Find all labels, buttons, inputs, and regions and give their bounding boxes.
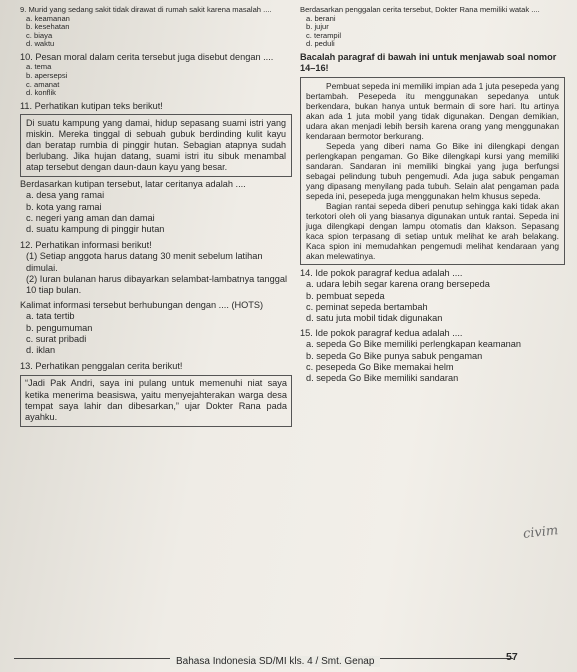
option: b. kesehatan <box>26 22 70 32</box>
question-14-options <box>306 279 565 325</box>
option: b. jujur <box>306 22 329 32</box>
option: b. sepeda Go Bike punya sabuk pengaman <box>306 350 483 361</box>
question-11-passage: Di suatu kampung yang damai, hidup sepasang suami istri yang miskin. Mereka tinggal di sebuah gubuk berdinding kulit kayu dan beratap rumbia di pinggir hutan. Sebagian atapnya sudah berlubang. Jika hujan datang, suami istri itu sibuk menambal atap tersebut dengan daun-daun kayu yang besar. <box>20 114 292 177</box>
handwritten-note: civim <box>522 523 559 542</box>
question-13: 13. Perhatikan penggalan cerita berikut! <box>20 360 183 371</box>
question-9: 9. Murid yang sedang sakit tidak dirawat di rumah sakit karena masalah .... <box>20 5 272 14</box>
option: a. tema <box>26 62 52 72</box>
info-item: (1) Setiap anggota harus datang 30 menit sebelum latihan dimulai. <box>26 251 263 273</box>
reading-instruction: Bacalah paragraf di bawah ini untuk menjawab soal nomor 14–16! <box>300 51 557 74</box>
paragraph-3: Bagian rantai sepeda diberi penutup sehingga kaki tidak akan terkotori oleh oli yang biasanya digunakan untuk rantai. Sepeda ini juga dilengkapi dengan lampu otomatis dan klakson. Sepasang kaca spion terpasang di setiap untuk melihat ke arah belakang. Kaca spion ini memudahkan pengemudi melihat kendaraan yang akan melewatinya. <box>306 200 559 261</box>
question-11-prompt: Berdasarkan kutipan tersebut, latar ceritanya adalah .... <box>20 178 246 189</box>
option: d. peduli <box>306 39 335 49</box>
question-12-items <box>26 251 292 297</box>
question-11-options <box>26 190 292 236</box>
page-footer <box>0 650 577 672</box>
option: c. peminat sepeda bertambah <box>306 302 428 312</box>
option: d. waktu <box>26 39 55 49</box>
option: b. kota yang ramai <box>26 201 102 212</box>
option: c. surat pribadi <box>26 333 87 344</box>
option: a. sepeda Go Bike memiliki perlengkapan keamanan <box>306 339 522 350</box>
option: b. pembuat sepeda <box>306 290 385 301</box>
question-12-prompt: Kalimat informasi tersebut berhubungan dengan .... (HOTS) <box>20 299 264 310</box>
right-column <box>300 6 565 385</box>
option: a. tata tertib <box>26 311 75 322</box>
option: c. biaya <box>26 30 53 40</box>
paragraph-2: Sepeda yang diberi nama Go Bike ini dilengkapi dengan perlengkapan pengaman. Go Bike dilengkapi kursi yang memiliki sandaran. Sandaran ini memiliki bingkai yang juga berfungsi sebagai pelindung tubuh pengemudi. Ada juga sabuk pengaman yang dipasang menyilang pada tubuh. Selain alat pengaman pada sepeda ini, pesepeda juga menggunakan helm khusus sepeda. <box>306 140 559 201</box>
question-11: 11. Perhatikan kutipan teks berikut! <box>20 100 163 111</box>
question-13-passage: “Jadi Pak Andri, saya ini pulang untuk memenuhi niat saya ketika menerima beasiswa, yaitu menyejahterakan warga desa tempat saya lahir dan dibesarkan,” ujar Dokter Rana pada ayahku. <box>20 375 292 427</box>
left-column <box>20 6 292 430</box>
option: c. negeri yang aman dan damai <box>26 212 155 223</box>
option: d. suatu kampung di pinggir hutan <box>26 224 165 235</box>
option: a. udara lebih segar karena orang bersepeda <box>306 279 490 290</box>
page-number: 57 <box>506 651 518 663</box>
question-13-options <box>306 15 565 49</box>
option: c. pesepeda Go Bike memakai helm <box>306 362 454 373</box>
option: c. amanat <box>26 79 60 89</box>
option: d. konflik <box>26 88 56 98</box>
question-13-prompt: Berdasarkan penggalan cerita tersebut, Dokter Rana memiliki watak .... <box>300 5 540 14</box>
question-10-options <box>26 63 292 97</box>
option: b. apersepsi <box>26 70 68 80</box>
question-12: 12. Perhatikan informasi berikut! <box>20 239 152 250</box>
question-12-options <box>26 311 292 357</box>
option: b. pengumuman <box>26 322 93 333</box>
option: a. berani <box>306 13 336 23</box>
question-10: 10. Pesan moral dalam cerita tersebut juga disebut dengan .... <box>20 51 274 62</box>
info-item: (2) Iuran bulanan harus dibayarkan selambat-lambatnya tanggal 10 tiap bulan. <box>26 273 287 296</box>
option: a. keamanan <box>26 13 70 23</box>
reading-passage <box>300 77 565 265</box>
option: d. sepeda Go Bike memiliki sandaran <box>306 373 459 384</box>
paragraph-1: Pembuat sepeda ini memiliki impian ada 1 juta pesepeda yang bertambah. Pesepeda itu menggunakan sepedanya untuk berkendara, bukan hanya untuk bermain di sore hari. Itu artinya akan ada 1 juta mobil yang tidak digunakan. Dengan demikian, udara akan menjadi lebih bersih karena orang yang menggunakan kendaraan bermotor berkurang. <box>306 80 559 141</box>
option: d. iklan <box>26 345 56 356</box>
question-9-options <box>26 15 292 49</box>
option: a. desa yang ramai <box>26 190 105 201</box>
footer-title: Bahasa Indonesia SD/MI kls. 4 / Smt. Genap <box>170 656 380 667</box>
option: c. terampil <box>306 30 342 40</box>
question-15-options <box>306 339 565 385</box>
question-14: 14. Ide pokok paragraf kedua adalah .... <box>300 267 463 278</box>
question-15: 15. Ide pokok paragraf kedua adalah .... <box>300 327 463 338</box>
option: d. satu juta mobil tidak digunakan <box>306 313 443 324</box>
